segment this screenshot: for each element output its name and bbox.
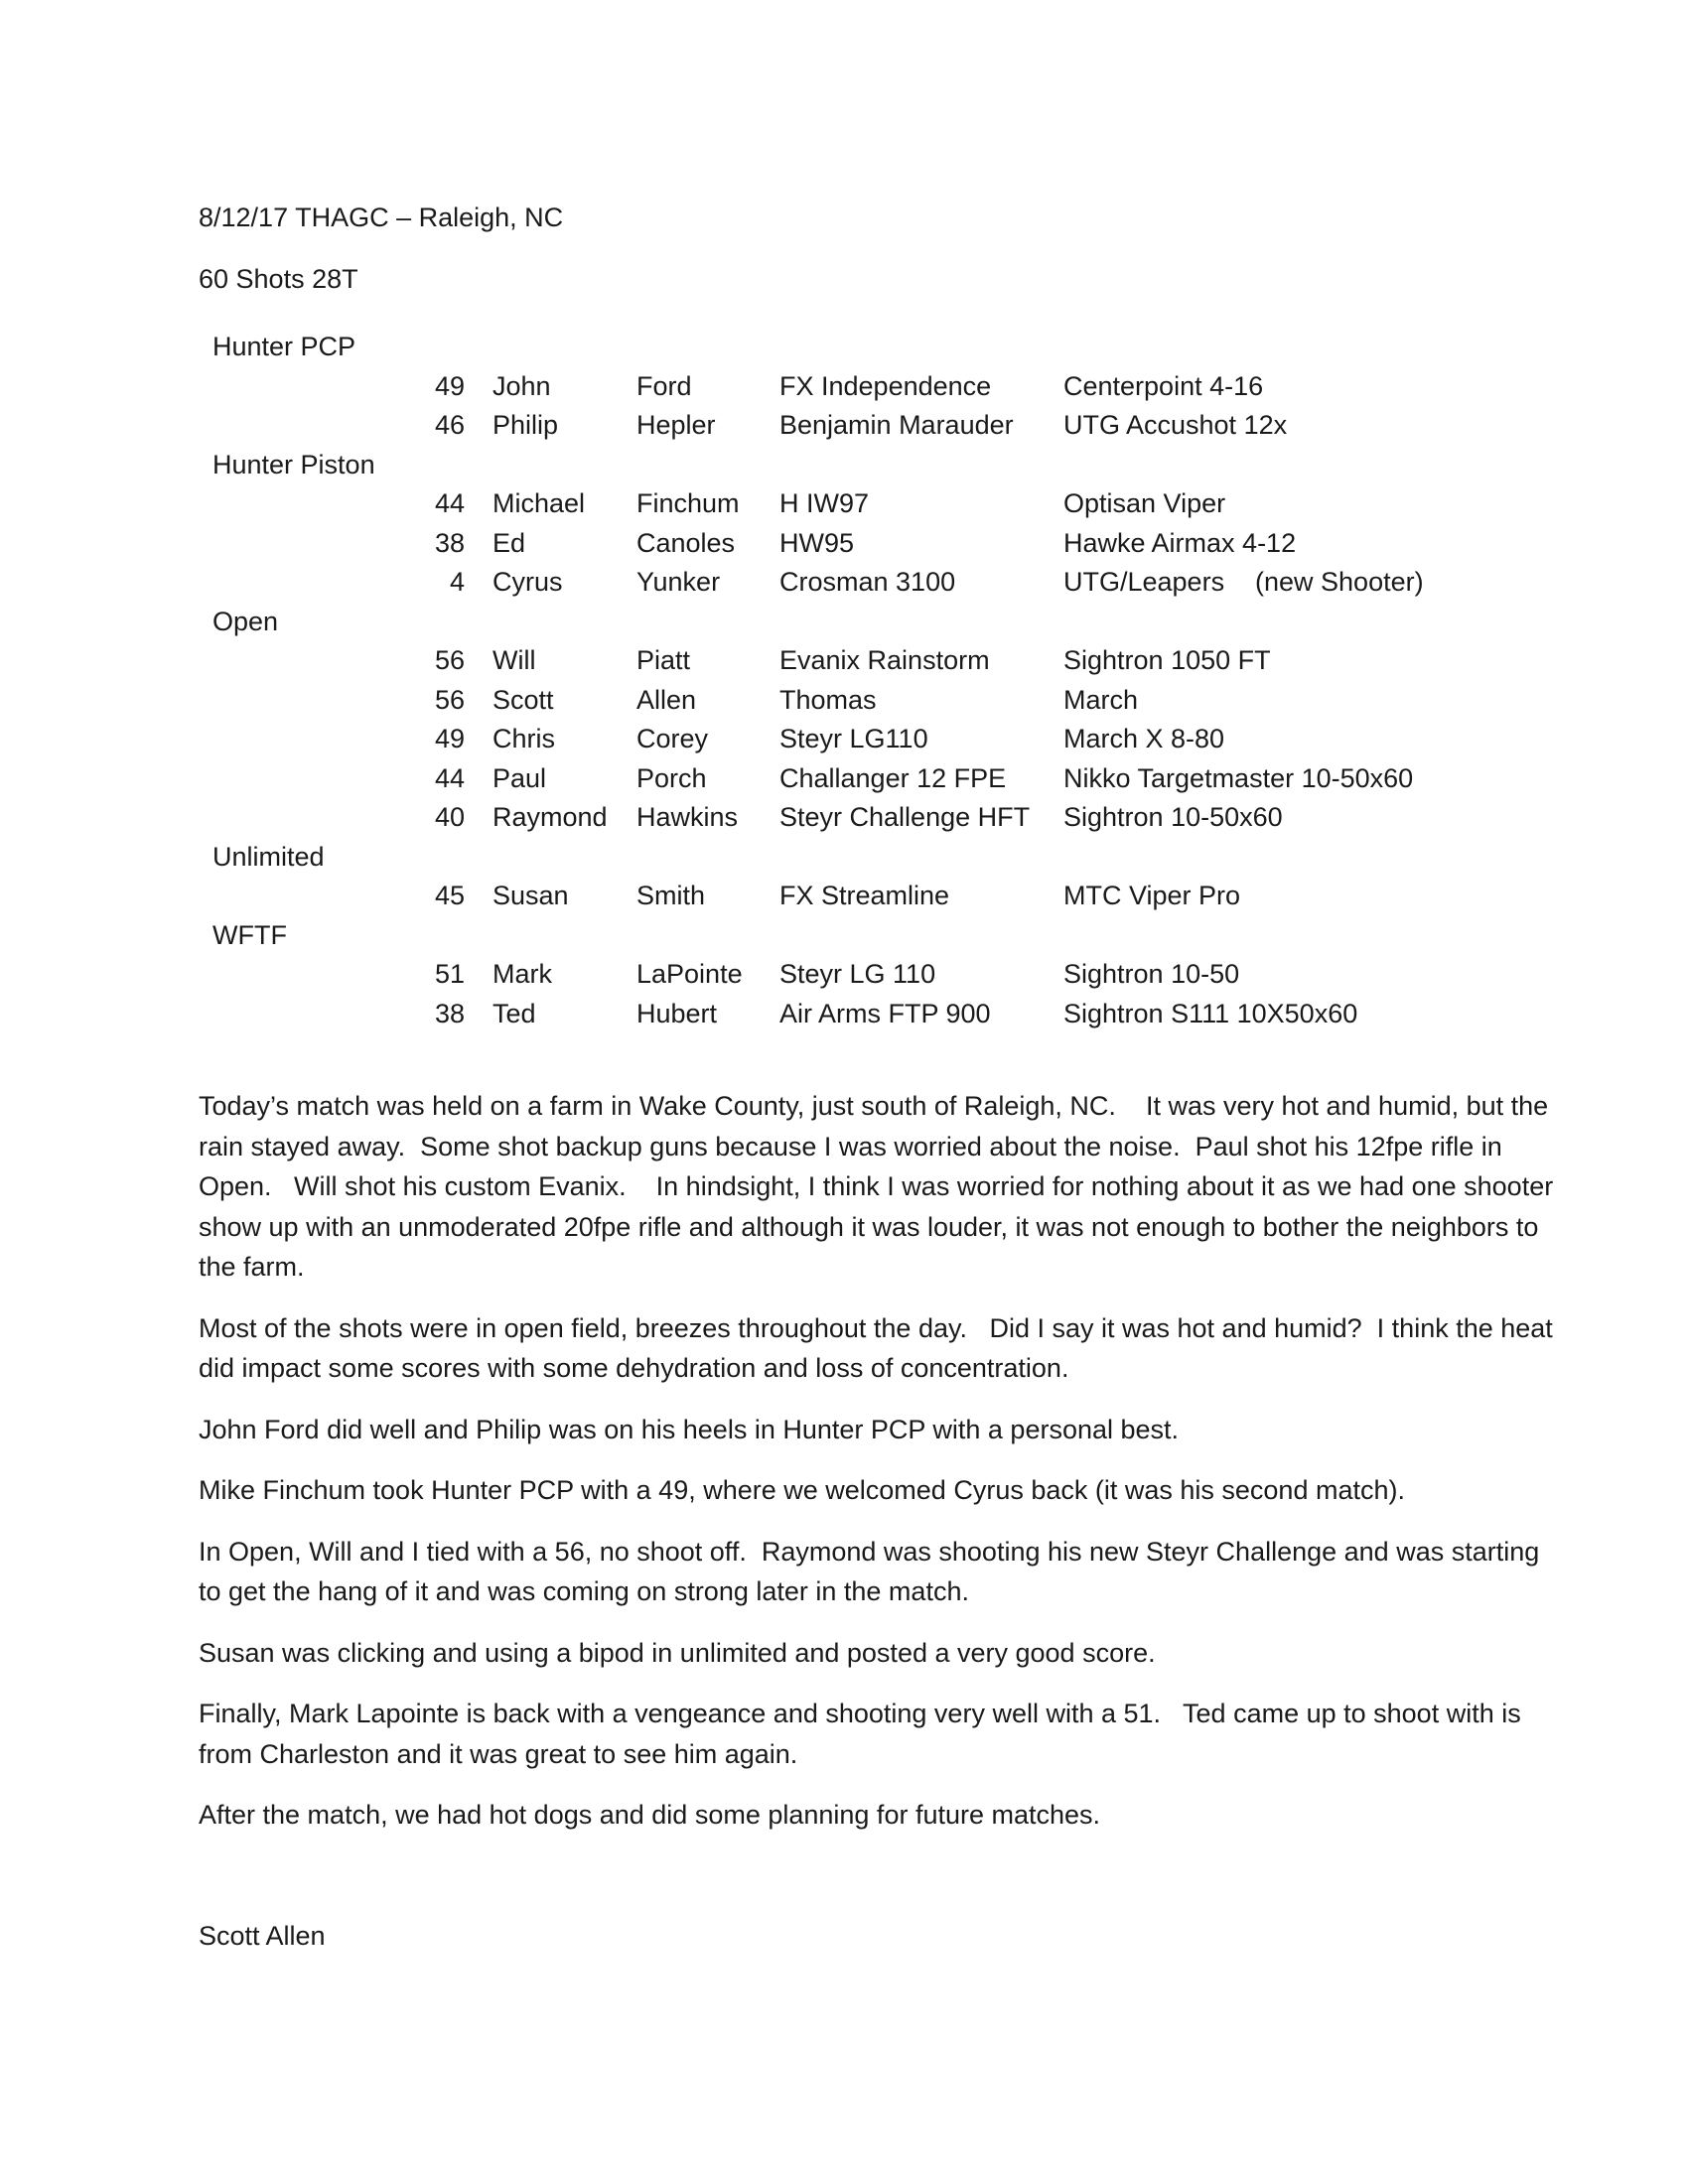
score-cell: 49 [434,724,465,753]
last-name-cell: Porch [636,762,707,793]
report-paragraph: Today’s match was held on a farm in Wake County, just south of Raleigh, NC. It was very hot and humid, but the rain stayed away. Some shot backup guns because I was worried about the noise. Paul shot his 12fpe rifle in Open. Will shot his custom Evanix. In hindsight, I think I was worried for nothing about it as we had one shooter show up with an unmoderated 20fpe rifle and although it was louder, it was not enough to bother the neighbors to the farm. [199,1091,1561,1282]
last-name-cell: LaPointe [636,959,743,989]
scope-cell: Centerpoint 4-16 [1063,370,1264,401]
first-name-cell: Scott [492,684,554,715]
scope-cell: Sightron 10-50 [1063,959,1240,989]
result-row [0,524,1688,564]
result-row [0,955,1688,995]
score-cell: 49 [434,370,465,401]
result-row [0,798,1688,838]
rifle-cell: Crosman 3100 [779,567,956,597]
last-name-cell: Finchum [636,488,740,518]
score-cell: 56 [434,645,465,675]
first-name-cell: Raymond [492,802,608,832]
score-cell: 4 [449,567,465,597]
scope-cell: March X 8-80 [1063,724,1225,753]
rifle-cell: Steyr LG110 [779,724,928,753]
first-name-cell: Chris [492,724,556,753]
result-row [0,759,1688,799]
first-name-cell: Mark [492,959,552,989]
result-row [0,484,1688,524]
result-row [0,406,1688,446]
report-paragraph: Finally, Mark Lapointe is back with a vengeance and shooting very well with a 51. Ted came up to shoot with is from Charleston and it was great to see him again. [199,1699,1529,1769]
class-heading: Hunter Piston [212,449,375,479]
scope-cell: Sightron 10-50x60 [1063,802,1283,832]
result-row [0,720,1688,759]
scope-cell: March [1063,684,1139,715]
last-name-cell: Allen [636,684,697,715]
result-row [0,681,1688,721]
rifle-cell: FX Streamline [779,881,950,910]
first-name-cell: John [492,370,551,401]
scope-cell: UTG Accushot 12x [1063,410,1288,440]
last-name-cell: Hubert [636,998,718,1028]
report-paragraph: John Ford did well and Philip was on his heels in Hunter PCP with a personal best. [199,1414,1180,1444]
rifle-cell: Challanger 12 FPE [779,762,1007,793]
last-name-cell: Hawkins [636,802,739,832]
scope-cell: UTG/Leapers [1063,567,1225,597]
first-name-cell: Paul [492,762,547,793]
scope-cell: Sightron S111 10X50x60 [1063,998,1358,1028]
rifle-cell: Steyr Challenge HFT [779,802,1031,832]
report-paragraph: Mike Finchum took Hunter PCP with a 49, where we welcomed Cyrus back (it was his second match). [199,1475,1405,1505]
first-name-cell: Michael [492,488,586,518]
score-cell: 46 [434,410,465,440]
score-cell: 44 [434,488,465,518]
result-row [0,877,1688,916]
first-name-cell: Ted [492,998,536,1028]
author-signature: Scott Allen [199,1921,326,1951]
score-cell: 38 [434,527,465,558]
scope-cell: Sightron 1050 FT [1063,645,1271,675]
last-name-cell: Smith [636,881,706,910]
rifle-cell: Steyr LG 110 [779,959,936,989]
result-row [0,995,1688,1034]
first-name-cell: Cyrus [492,567,563,597]
result-row [0,563,1688,603]
results-table [0,328,1688,1033]
result-row [0,641,1688,681]
first-name-cell: Will [492,645,536,675]
rifle-cell: HW95 [779,527,855,558]
report-paragraph: In Open, Will and I tied with a 56, no shoot off. Raymond was shooting his new Steyr Challenge and was starting to get the hang of it and was coming on strong later in the match. [199,1536,1547,1606]
rifle-cell: FX Independence [779,370,992,401]
scope-cell: Nikko Targetmaster 10-50x60 [1063,762,1414,793]
result-row [0,367,1688,407]
class-heading: Unlimited [212,841,325,872]
rifle-cell: Benjamin Marauder [779,410,1014,440]
last-name-cell: Ford [636,370,692,401]
last-name-cell: Corey [636,724,709,753]
class-heading: Hunter PCP [212,332,356,361]
class-heading: Open [212,606,279,636]
last-name-cell: Hepler [636,410,716,440]
last-name-cell: Canoles [636,527,736,558]
note-cell: (new Shooter) [1255,567,1424,597]
scope-cell: MTC Viper Pro [1063,881,1241,910]
score-cell: 45 [434,881,465,910]
score-cell: 38 [434,998,465,1028]
match-format-line: 60 Shots 28T [199,264,358,294]
rifle-cell: Air Arms FTP 900 [779,998,991,1028]
report-paragraph: Susan was clicking and using a bipod in unlimited and posted a very good score. [199,1637,1156,1668]
rifle-cell: Evanix Rainstorm [779,645,990,675]
document-date-line: 8/12/17 THAGC – Raleigh, NC [199,203,564,232]
score-cell: 40 [434,802,465,832]
first-name-cell: Susan [492,881,569,910]
report-paragraph: After the match, we had hot dogs and did some planning for future matches. [199,1800,1101,1830]
rifle-cell: H IW97 [779,488,870,518]
scope-cell: Optisan Viper [1063,488,1226,518]
report-paragraph: Most of the shots were in open field, breezes throughout the day. Did I say it was hot and humid? I think the heat did impact some scores with some dehydration and loss of concentration. [199,1312,1561,1383]
first-name-cell: Philip [492,410,559,440]
class-heading: WFTF [212,919,287,950]
match-report [199,1086,1569,1856]
first-name-cell: Ed [492,527,526,558]
score-cell: 44 [434,762,465,793]
scope-cell: Hawke Airmax 4-12 [1063,527,1297,558]
score-cell: 51 [434,959,465,989]
score-cell: 56 [434,684,465,715]
last-name-cell: Piatt [636,645,691,675]
last-name-cell: Yunker [636,567,721,597]
rifle-cell: Thomas [779,684,877,715]
